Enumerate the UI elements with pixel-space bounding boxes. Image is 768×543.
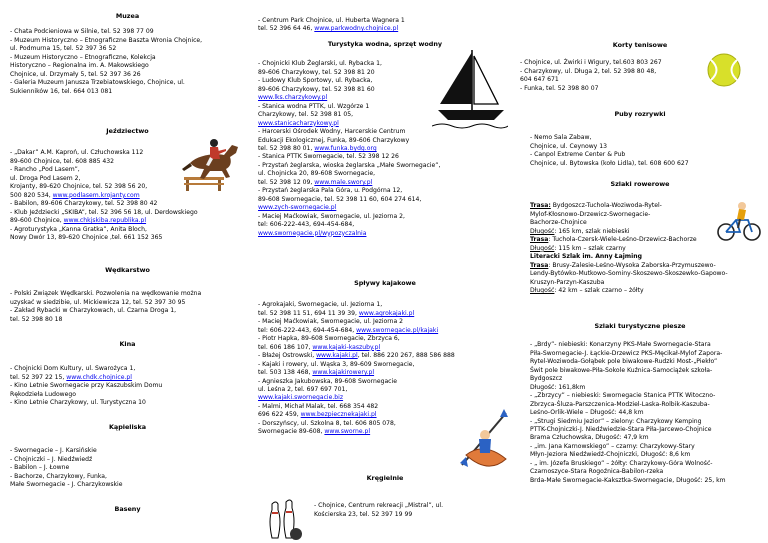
piesze-line: PTTK-Chojniczki-J. Niedźwiedzie-Stara Piła-Jarcewo-Chojnice: [530, 425, 712, 433]
rowerowe-line: Lendy-Bytówko-Mutkowo-Sominy-Skoszewo-Skoszewko-Gapowo-: [530, 270, 728, 278]
splywy-line-with-link: [258, 327, 512, 335]
heading-muzea: Muzea: [115, 12, 140, 20]
turystyka-line: [258, 230, 512, 238]
piesze-line: Młyn-Jeziora Niedźwiedź-Chojniczki, Długość: 8,6 km: [530, 451, 691, 459]
trasa-value: Bydgoszcz-Tuchola-Woziwoda-Rytel-: [550, 202, 662, 210]
section-baseny: [10, 505, 245, 513]
link-zych[interactable]: www.zych-swornegacie.pl: [258, 204, 337, 212]
jezdziectwo-line: Krojanty, 89-620 Chojnice, tel. 52 398 56 20,: [10, 183, 148, 191]
heading-kapielska: Kąpieliska: [108, 423, 147, 431]
rowerowe-line: [530, 287, 760, 295]
heading-kregielnie: Kręgielnie: [366, 474, 404, 482]
piesze-line: Piła-Swornegacie-J. Łąckie-Drzewicz PKS-Męcikał-Mylof Zapora-: [530, 349, 723, 357]
turystyka-line: - Stanica wodna PTTK, ul. Wzgórze 1: [258, 102, 370, 110]
rowerowe-line: [530, 245, 760, 253]
jezdziectwo-line: - Agroturystyka „Kanna Gratka”, Anita Bloch,: [10, 225, 147, 233]
piesze-line: - „im. Jana Karnowskiego” – czarny: Charzykowy-Stary: [530, 442, 695, 450]
splywy-line: tel. 606 186 107,: [258, 343, 313, 351]
section-kina: [10, 340, 245, 408]
tennis-ball-icon: [706, 52, 742, 88]
link-kajaki-kaszuby[interactable]: www.kajaki-kaszuby.pl: [312, 343, 381, 351]
heading-piesze: Szlaki turystyczne piesze: [594, 322, 686, 330]
wedkarstwo-line: - Zakład Rybacki w Charzykowach, ul. Czarna Droga 1,: [10, 307, 177, 315]
horse-rider-icon: [180, 133, 246, 191]
muzea-line: ul. Podmurna 15, tel. 52 397 36 52: [10, 45, 117, 53]
link-podlasem[interactable]: www.podlasem.krojanty.com: [52, 191, 140, 199]
piesze-line: - „Zbrzycy” – niebieski: Swornegacie Stanica PTTK Witoczno-: [530, 392, 716, 400]
kapielska-list: [10, 447, 245, 489]
heading-baseny: Baseny: [114, 505, 141, 513]
heading-puby: Puby rozrywki: [614, 110, 666, 118]
splywy-line: - Błażej Ostrowski,: [258, 352, 317, 360]
splywy-line: ul. Leśna 2, tel. 697 697 701,: [258, 385, 348, 393]
link-stanica[interactable]: www.stanicacharzykowy.pl: [258, 119, 339, 127]
turystyka-line: tel. 52 398 80 01,: [258, 144, 315, 152]
piesze-line: Rytel-Woziwoda-Gołąbek pole biwakowe-Rudzki Most-„Piekło”: [530, 358, 718, 366]
link-bezpiecznekajaki[interactable]: www.bezpiecznekajaki.pl: [300, 411, 377, 419]
kina-list: [10, 365, 245, 407]
rowerowe-line: Kruszyn-Parzyn-Kaszuba: [530, 278, 605, 286]
muzea-list: [10, 28, 245, 96]
link-lks[interactable]: www.lks.charzykowy.pl: [258, 94, 328, 102]
kina-line: tel. 52 397 22 15,: [10, 373, 67, 381]
dlugosc-value: : 115 km – szlak czarny: [554, 244, 626, 252]
kregielnie-line: - Chojnice, Centrum rekreacji „Mistral”, ul.: [314, 502, 444, 510]
heading-kina: Kina: [119, 340, 136, 348]
turystyka-line: Edukacji Ekologicznej, Funka, 89-606 Charzykowy: [258, 136, 410, 144]
sailboat-icon: [432, 46, 508, 132]
trasa-label: Trasa: [530, 261, 549, 269]
splywy-line: - Piotr Hapka, 89-608 Swornegacie, Zbrzyca 6,: [258, 335, 400, 343]
jezdziectwo-line: - Klub Jeździecki „SKIBA”, tel. 52 396 56 18, ul. Derdowskiego: [10, 208, 198, 216]
link-agrokajaki[interactable]: www.agrokajaki.pl: [358, 309, 415, 317]
turystyka-line: tel: 606-222-443, 694-454-684,: [258, 221, 355, 229]
heading-splywy: Spływy kajakowe: [354, 279, 416, 287]
turystyka-line-with-link: [258, 145, 512, 153]
splywy-line: - Kajaki i rowery, ul. Wąska 3, 89-609 Swornegacie,: [258, 360, 415, 368]
turystyka-line: ul. Chojnicka 20, 89-608 Swornegacie,: [258, 170, 376, 178]
puby-line: Chojnice, ul. Bytowska (koło Lidla), tel. 608 600 627: [530, 159, 689, 167]
turystyka-line: - Harcerski Ośrodek Wodny, Harcerskie Centrum: [258, 128, 406, 136]
kapielska-line: - Swornegacie – J. Karsińskie: [10, 447, 97, 455]
wedkarstwo-list: [10, 290, 245, 324]
piesze-line: Brda-Małe Swornegacie-Kaksztka-Swornegacie, Długość: 25, km: [530, 476, 726, 484]
link-skiba[interactable]: www.chkjskiba.republika.pl: [63, 217, 147, 225]
dlugosc-value: : 42 km – szlak czarno – żółty: [554, 286, 644, 294]
heading-korty: Korty tenisowe: [612, 41, 668, 49]
link-male-swory[interactable]: www.male.swory.pl: [314, 178, 373, 186]
jezdziectwo-line: - „Dakar” A.M. Kaproń, ul. Człuchowska 112: [10, 149, 144, 157]
section-kapielska: [10, 423, 245, 490]
bowling-pins-icon: [262, 498, 304, 542]
kregielnie-line: Kościerska 23, tel. 52 397 19 99: [314, 510, 413, 518]
section-puby: [520, 110, 760, 168]
jezdziectwo-line: - Babilon, 89-606 Charzykowy, tel. 52 398 80 42: [10, 200, 158, 208]
rowerowe-line: Mylof-Kłosnowo-Drzewicz-Swornegacie-: [530, 210, 651, 218]
trasa-label: Trasa:: [530, 202, 551, 210]
rowerowe-line: [530, 262, 760, 270]
heading-turystyka: Turystyka wodna, sprzęt wodny: [327, 40, 443, 48]
jezdziectwo-line: 500 820 534,: [10, 191, 53, 199]
trasa-label: Trasa: [530, 236, 549, 244]
wedkarstwo-line: tel. 52 398 80 18: [10, 315, 63, 323]
heading-wedkarstwo: Wędkarstwo: [105, 266, 150, 274]
puby-line: - Nemo Sala Zabaw,: [530, 134, 592, 142]
muzea-line: Chojnice, ul. Drzymały 5, tel. 52 397 36 26: [10, 70, 141, 78]
cyclist-icon: [716, 200, 762, 242]
literacki-szlak-title: Literacki Szlak im. Anny Łajming: [530, 253, 642, 261]
heading-jezdziectwo: Jeździectwo: [106, 127, 149, 135]
muzea-line: Sukienników 16, tel. 664 013 081: [10, 87, 113, 95]
kina-line-with-link: [10, 374, 245, 382]
intro-line: - Centrum Park Chojnice, ul. Huberta Wagnera 1: [258, 17, 405, 24]
muzea-line: - Chata Podcieniowa w Silnie, tel. 52 398 77 09: [10, 28, 154, 36]
muzea-line: - Muzeum Historyczno – Etnograficzne Baszta Wronia Chojnice,: [10, 36, 203, 44]
turystyka-line: - Ludowy Klub Sportowy, ul. Rybacka,: [258, 77, 373, 85]
muzea-line: - Galeria Muzeum Janusza Trzebiatowskiego, Chojnice, ul.: [10, 79, 185, 87]
link-sworne[interactable]: www.sworne.pl: [324, 428, 371, 436]
splywy-line: [258, 394, 512, 402]
piesze-line: Leśno-Orlik-Wiele – Długość: 44,8 km: [530, 409, 644, 417]
dlugosc-label: Długość: [530, 244, 555, 252]
rowerowe-line: Bachorze-Chojnice: [530, 219, 587, 227]
section-muzea: [10, 12, 245, 96]
jezdziectwo-line: - Rancho „Pod Lasem”,: [10, 166, 80, 174]
link-swornegacie-kajaki[interactable]: www.swornegacie.pl/kajaki: [356, 326, 439, 334]
turystyka-line: [258, 204, 512, 212]
turystyka-line-with-link: [258, 179, 512, 187]
piesze-line: Świt pole biwakowe-Piła-Sokole Kuźnica-Samociążek szkoła-: [530, 366, 713, 374]
turystyka-line: 89-608 Swornegacie, tel. 52 398 11 60, 604 274 614,: [258, 195, 422, 203]
section-piesze: [520, 322, 760, 485]
piesze-line: - „Brdy”- niebieski: Konarzyny PKS-Małe Swornegacie-Stara: [530, 341, 711, 349]
turystyka-line: - Przystań żeglarska Pala Góra, u. Podgórna 12,: [258, 187, 403, 195]
splywy-line: tel: 606-222-443, 694-454-684,: [258, 326, 357, 334]
korty-line: - Charzykowy, ul. Długa 2, tel. 52 398 80 48,: [520, 67, 657, 75]
link-kajakirowery[interactable]: www.kajakirowery.pl: [312, 369, 375, 377]
wedkarstwo-line: - Polski Związek Wędkarski. Pozwolenia na wędkowanie można: [10, 290, 202, 298]
dlugosc-label: Długość: [530, 227, 555, 235]
kapielska-line: - Babilon – J. Łowne: [10, 464, 70, 472]
piesze-line: Czarnoszyce-Stara Rogoźnica-Babilon-rzeka: [530, 468, 664, 476]
link-funka[interactable]: www.funka.bydg.org: [314, 144, 377, 152]
splywy-line-with-link: [258, 344, 512, 352]
turystyka-line: - Stanica PTTK Swornegacie, tel. 52 398 12 26: [258, 153, 399, 161]
link-kajaki-pl[interactable]: www.kajaki.pl: [316, 352, 358, 360]
splywy-line: - Malmi, Michał Malak, tel. 668 354 482: [258, 402, 379, 410]
kina-line: - Kino Letnie Swornegacie przy Kaszubskim Domu: [10, 382, 163, 390]
splywy-line: - Maciej Maćkowiak, Swornegacie, ul. Jeziorna 2: [258, 318, 404, 326]
puby-line: - Canpol Extreme Center & Pub: [530, 151, 626, 159]
kapielska-line: - Bachorze, Charzykowy, Funka,: [10, 472, 107, 480]
muzea-line: Historyczno – Regionalna im. A. Makowskiego: [10, 62, 149, 70]
turystyka-line: Charzykowy, tel. 52 398 81 05,: [258, 111, 354, 119]
link-chdk[interactable]: www.chdk.chojnice.pl: [66, 373, 132, 381]
link-parkwodny[interactable]: www.parkwodny.chojnice.pl: [314, 25, 399, 33]
intro-line: tel. 52 396 64 46,: [258, 25, 315, 33]
dlugosc-label: Długość: [530, 286, 555, 294]
korty-line: 604 647 671: [520, 76, 559, 84]
splywy-line: Swornegacie 89-608,: [258, 428, 325, 436]
link-kajaki-biz[interactable]: www.kajaki.swornegacie.biz: [258, 394, 344, 402]
splywy-line-tail: , tel. 886 220 267, 888 586 888: [357, 352, 455, 360]
splywy-line: - Agnieszka Jakubowska, 89-608 Swornegacie: [258, 377, 397, 385]
kapielska-line: Małe Swornegacie - J. Charzykowskie: [10, 481, 123, 489]
kina-line: - Chojnicki Dom Kultury, ul. Swarożyca 1,: [10, 365, 136, 373]
turystyka-line: tel. 52 398 12 09,: [258, 178, 315, 186]
link-wypozyczalnia[interactable]: www.swornegacie.pl/wypozyczalnia: [258, 229, 367, 237]
jezdziectwo-line: ul. Droga Pod Lasem 2,: [10, 174, 81, 182]
kayaker-icon: [458, 405, 510, 479]
splywy-line: 696 622 459,: [258, 411, 301, 419]
splywy-line: tel. 503 138 468,: [258, 369, 313, 377]
splywy-line-with-link: [258, 352, 512, 360]
turystyka-line: 89-606 Charzykowy, tel. 52 398 81 60: [258, 85, 375, 93]
jezdziectwo-line-with-link: [10, 217, 245, 225]
kapielska-line: - Chojniczki – J. Niedźwiedź: [10, 455, 93, 463]
piesze-line: - „ im. Józefa Bruskiego” – żółty: Charzykowy-Góra Wolność-: [530, 459, 713, 467]
turystyka-line: - Przystań żeglarska, wioska żeglarska „Małe Swornegacie”,: [258, 161, 441, 169]
turystyka-line: - Chojnicki Klub Żeglarski, ul. Rybacka 1,: [258, 60, 382, 68]
splywy-line-with-link: [258, 369, 512, 377]
piesze-line: - „Strugi Siedmiu Jezior” – zielony: Charzykowy Kemping: [530, 417, 702, 425]
kina-line: Rękodzieła Ludowego: [10, 390, 77, 398]
turystyka-line: 89-606 Charzykowy, tel. 52 398 81 20: [258, 68, 375, 76]
korty-line: - Chojnice, ul. Żwirki i Wigury, tel.603 803 267: [520, 59, 662, 67]
piesze-line: Bydgoszcz: [530, 375, 563, 383]
trasa-value: : Brusy-Zalesie-Leśno-Wysoka Zaborska-Przymuszewo-: [548, 261, 716, 269]
jezdziectwo-line-with-link: [10, 192, 245, 200]
intro-line-with-link: [258, 25, 512, 33]
splywy-line: - Dorszyńscy, ul. Szkolna 8, tel. 606 805 078,: [258, 419, 396, 427]
trasa-value: : Tuchola-Czersk-Wiele-Leśno-Drzewicz-Bachorze: [548, 236, 697, 244]
piesze-line: Długość: 161,8km: [530, 383, 586, 391]
muzea-line: - Muzeum Historyczno – Etnograficzne, Kolekcja: [10, 53, 156, 61]
piesze-line: Brama Człuchowska, Długość: 47,9 km: [530, 434, 649, 442]
section-park-wodny: [258, 17, 512, 34]
kina-line: - Kino Letnie Charzykowy, ul. Turystyczna 10: [10, 399, 146, 407]
splywy-line: tel. 52 398 11 51, 694 11 39 39,: [258, 309, 359, 317]
jezdziectwo-line: 89-600 Chojnice, tel. 608 885 432: [10, 157, 115, 165]
jezdziectwo-line: Nowy Dwór 13, 89-620 Chojnice ,tel. 661 152 365: [10, 233, 163, 241]
turystyka-line: - Maciej Maćkowiak, Swornegacie, ul. Jeziorna 2,: [258, 212, 405, 220]
jezdziectwo-line: 89-600 Chojnice,: [10, 217, 64, 225]
splywy-line: - Agrokajaki, Swornegacie, ul. Jeziorna 1,: [258, 301, 383, 309]
puby-line: Chojnice, ul. Ceynowy 13: [530, 142, 607, 150]
piesze-line: Zbrzyca-Śluza-Parszczenica-Modziel-Laska-Rolbik-Kaszuba-: [530, 400, 710, 408]
wedkarstwo-line: uzyskać w siedzibie, ul. Mickiewicza 12, tel. 52 397 30 95: [10, 298, 186, 306]
section-wedkarstwo: [10, 266, 245, 324]
dlugosc-value: : 165 km, szlak niebieski: [554, 227, 630, 235]
heading-rowerowe: Szlaki rowerowe: [610, 180, 670, 188]
puby-list: [520, 134, 760, 168]
piesze-list: [520, 341, 760, 485]
korty-line: - Funka, tel. 52 398 80 07: [520, 84, 599, 92]
